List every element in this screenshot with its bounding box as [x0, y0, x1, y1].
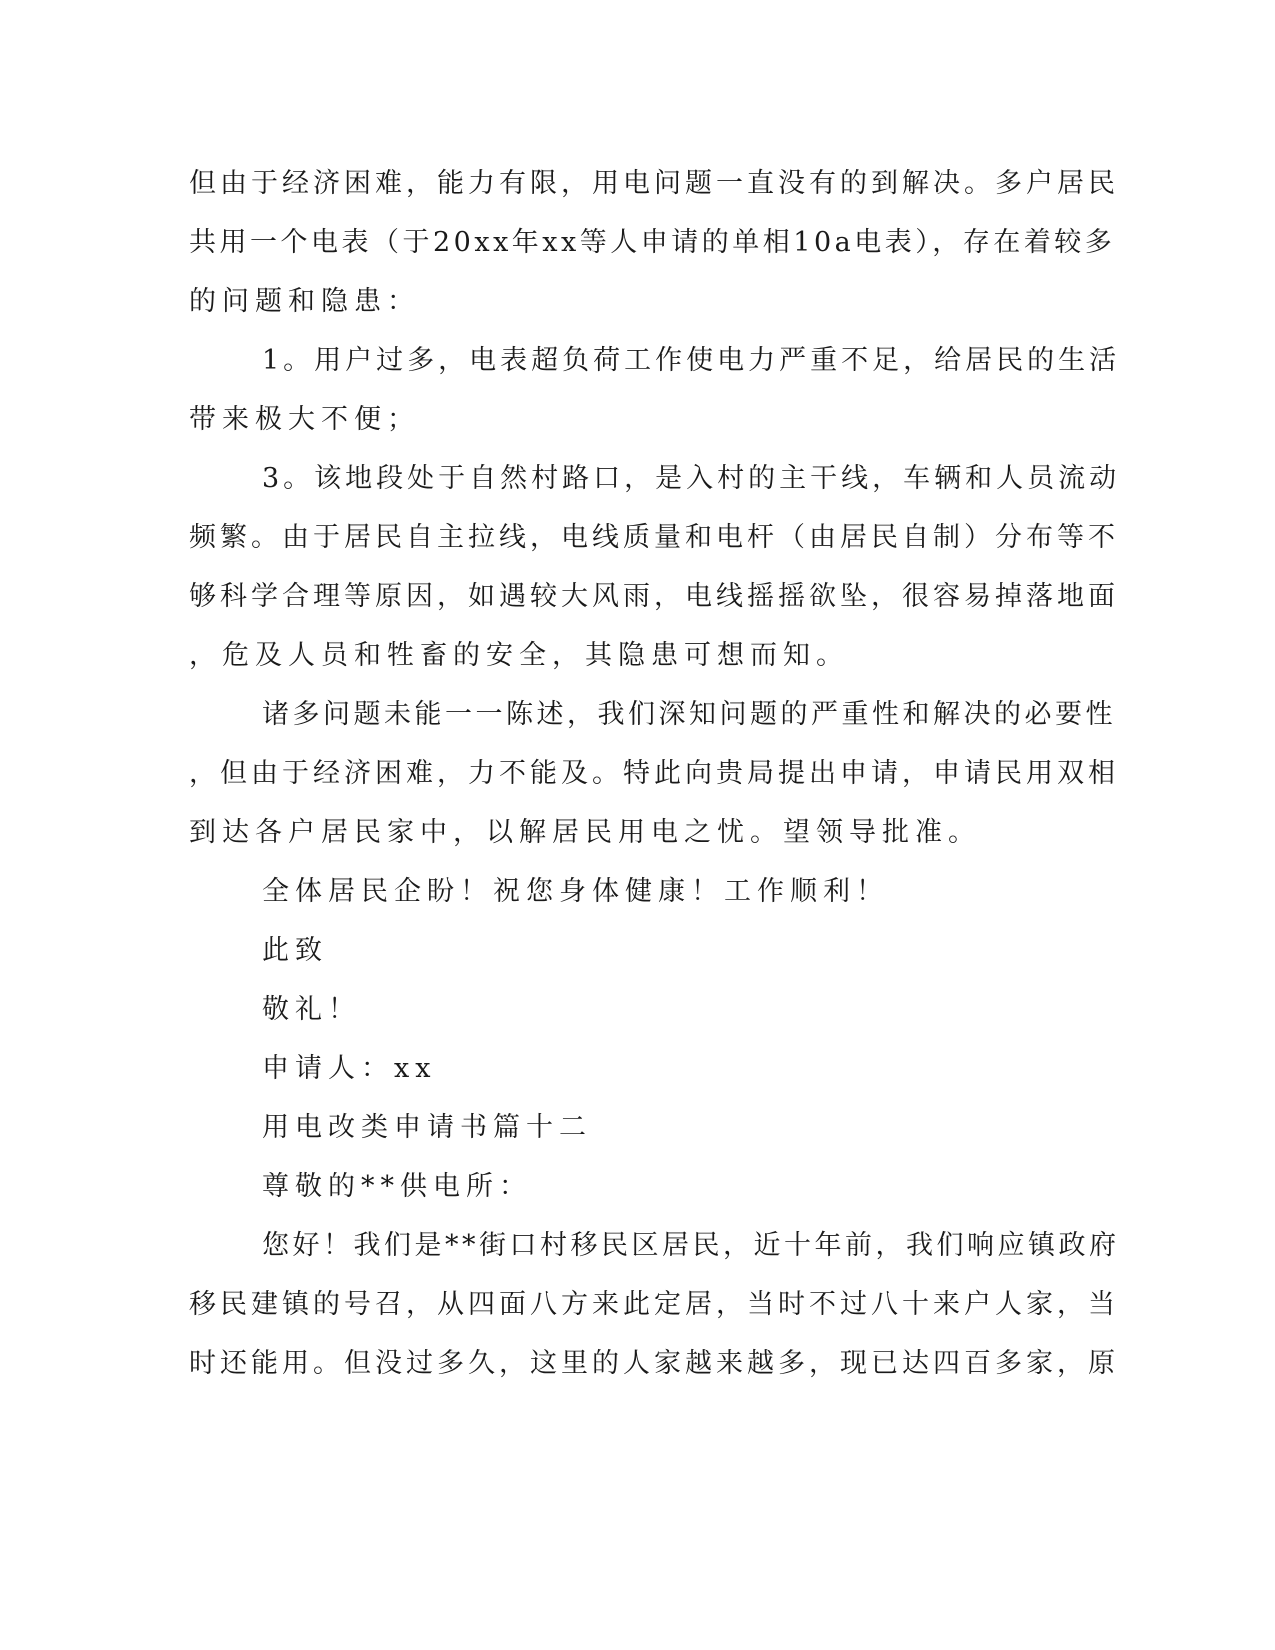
text-line: 1。用户过多，电表超负荷工作使电力严重不足，给居民的生活: [262, 345, 1121, 376]
text-line: 到达各户居民家中，以解居民用电之忧。望领导批准。: [189, 817, 981, 848]
text-line: 够科学合理等原因，如遇较大风雨，电线摇摇欲坠，很容易掉落地面: [189, 581, 1119, 612]
text-line: 的问题和隐患：: [189, 286, 420, 317]
text-line: 移民建镇的号召，从四面八方来此定居，当时不过八十来户人家，当: [189, 1289, 1119, 1320]
text-line: ，但由于经济困难，力不能及。特此向贵局提出申请，申请民用双相: [189, 758, 1119, 789]
text-line: 申请人：xx: [262, 1053, 437, 1084]
text-line: 共用一个电表（于20xx年xx等人申请的单相10a电表），存在着较多: [189, 227, 1116, 258]
text-line: 带来极大不便；: [189, 404, 420, 435]
text-line: 敬礼！: [262, 994, 361, 1025]
text-line: ，危及人员和牲畜的安全，其隐患可想而知。: [189, 640, 849, 671]
text-line: 但由于经济困难，能力有限，用电问题一直没有的到解决。多户居民: [189, 168, 1119, 199]
text-line: 尊敬的**供电所：: [262, 1171, 532, 1202]
section-heading: 用电改类申请书篇十二: [262, 1112, 592, 1143]
text-line: 频繁。由于居民自主拉线，电线质量和电杆（由居民自制）分布等不: [189, 522, 1119, 553]
text-line: 此致: [262, 935, 328, 966]
text-line: 3。该地段处于自然村路口，是入村的主干线，车辆和人员流动: [262, 463, 1121, 494]
text-line: 时还能用。但没过多久，这里的人家越来越多，现已达四百多家，原: [189, 1348, 1119, 1379]
text-line: 全体居民企盼！祝您身体健康！工作顺利！: [262, 876, 889, 907]
text-line: 诸多问题未能一一陈述，我们深知问题的严重性和解决的必要性: [262, 699, 1116, 730]
text-line: 您好！我们是**街口村移民区居民，近十年前，我们响应镇政府: [262, 1230, 1120, 1261]
